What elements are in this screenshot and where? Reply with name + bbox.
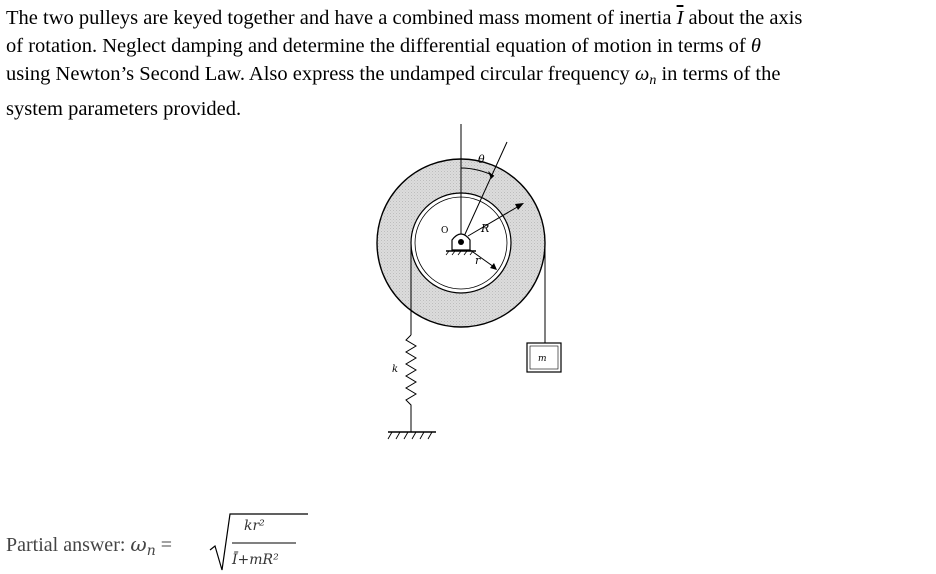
problem-line-2: of rotation. Neglect damping and determine the differential equation of motion in terms of θ: [6, 35, 761, 57]
answer-label: Partial answer:: [6, 534, 131, 556]
spring-label: k: [392, 364, 399, 375]
answer-numerator: kr²: [244, 518, 265, 534]
outer-radius-label: R: [481, 222, 490, 235]
ground: [388, 432, 436, 439]
theta-symbol: θ: [750, 35, 761, 57]
center-label: O: [441, 226, 449, 236]
problem-line-4: system parameters provided.: [6, 98, 242, 120]
theta-label: θ: [478, 153, 485, 166]
spring: [406, 335, 416, 432]
inner-radius-label: r: [475, 254, 481, 267]
answer-denominator: Ī+mR²: [232, 552, 279, 568]
omega-symbol: ω: [634, 63, 650, 85]
inertia-symbol: $\overline{I}$: [676, 7, 684, 29]
mass-label: m: [538, 354, 547, 364]
answer-omega: ω: [130, 532, 147, 556]
problem-line-3: using Newton’s Second Law. Also express the undamped circular frequency $\omega_n$ in terms of the: [6, 63, 781, 88]
problem-line-1: The two pulleys are keyed together and have a combined mass moment of inertia $\overline{I}$ about the axis: [6, 7, 803, 29]
